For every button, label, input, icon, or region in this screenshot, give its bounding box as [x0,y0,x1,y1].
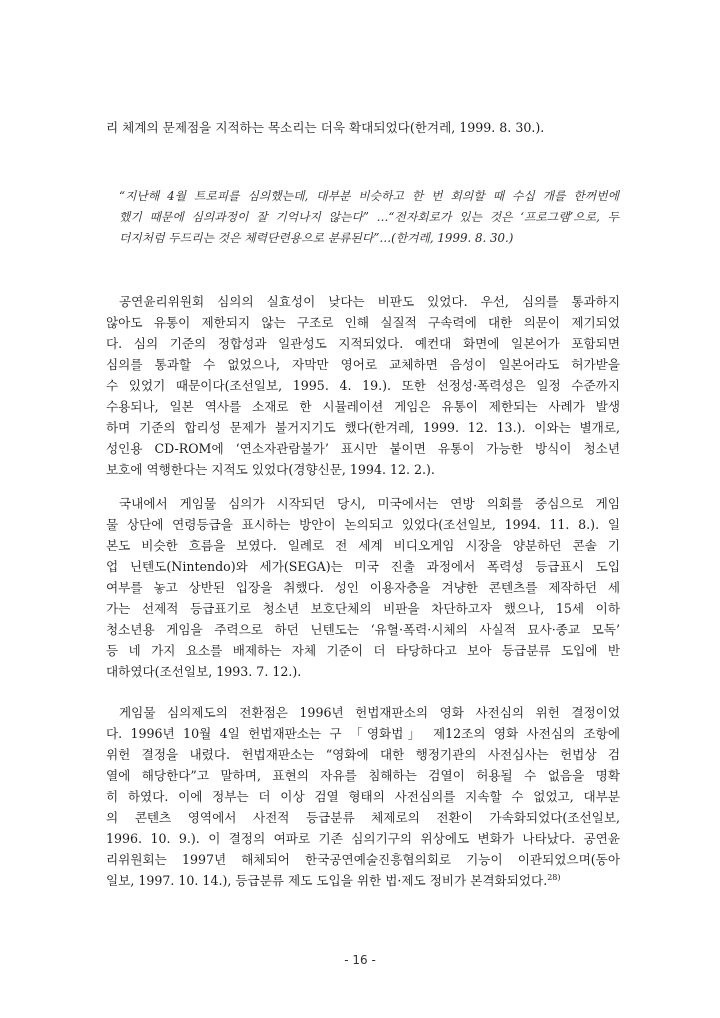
page-number: - 16 - [344,953,376,967]
paragraph-line: 청소년용 게임을 주력으로 하던 닌텐도는 ‘유혈·폭력·시체의 사실적 묘사·종교 모독’ [106,622,620,637]
quote-line: 했기 때문에 심의과정이 잘 기억나지 않는다” …“전자회로가 있는 것은 ‘프로그램’으로, 두 [119,210,619,224]
paragraph-line: 등 네 가지 요소를 배제하는 자체 기준이 더 타당하다고 보아 등급분류 도입에 반 [106,643,620,658]
paragraph-line: 의 콘텐츠 영역에서 사전적 등급분류 체제로의 전환이 가속화되었다(조선일보, [106,810,620,825]
paragraph-line: 본도 비슷한 흐름을 보였다. 일례로 전 세계 비디오게임 시장을 양분하던 콘솔 기 [106,538,620,553]
paragraph-line: 공연윤리위원회 심의의 실효성이 낮다는 비판도 있었다. 우선, 심의를 통과하지 [119,294,620,309]
paragraph-line: 여부를 놓고 상반된 입장을 취했다. 성인 이용자층을 겨냥한 콘텐츠를 제작하던 세 [106,580,620,595]
paragraph-line-text: 일보, 1997. 10. 14.), 등급분류 제도 도입을 위한 법·제도 정비가 본격화되었다. [106,873,548,888]
paragraph-line: 다. 심의 기준의 정합성과 일관성도 지적되었다. 예컨대 화면에 일본어가 포함되면 [106,336,620,351]
paragraph-line: 1996. 10. 9.). 이 결정의 여파로 기존 심의기구의 위상에도 변화가 나타났다. 공연윤 [106,831,620,846]
paragraph-line: 대하였다(조선일보, 1993. 7. 12.). [106,664,302,679]
paragraph-line: 가는 선제적 등급표기로 청소년 보호단체의 비판을 차단하고자 했으나, 15세 이하 [106,601,620,616]
paragraph-line: 심의를 통과할 수 없었으나, 자막만 영어로 교체하면 음성이 일본어라도 허가받을 [106,357,620,372]
paragraph-line: 보호에 역행한다는 지적도 있었다(경향신문, 1994. 12. 2.). [106,462,435,477]
paragraph-line: 리위원회는 1997년 해체되어 한국공연예술진흥협의회로 기능이 이관되었으며(동아 [106,852,620,867]
paragraph-line: 성인용 CD-ROM에 ‘연소자관람불가’ 표시만 붙이면 유통이 가능한 방식이 청소년 [106,441,620,456]
paragraph-line: 위헌 결정을 내렸다. 헌법재판소는 “영화에 대한 행정기관의 사전심사는 헌법상 검 [106,747,620,762]
paragraph-line: 수 있었기 때문이다(조선일보, 1995. 4. 19.). 또한 선정성·폭력성은 일정 수준까지 [106,378,620,393]
paragraph-line: 하며 기준의 합리성 문제가 불거지기도 했다(한겨레, 1999. 12. 13.). 이와는 별개로, [106,420,620,435]
paragraph-line: 히 하였다. 이에 정부는 더 이상 검열 형태의 사전심의를 지속할 수 없었고, 대부분 [106,789,620,804]
quote-line: 더지처럼 두드리는 것은 체력단련용으로 분류된다”…(한겨레, 1999. 8. 30.) [119,231,514,245]
paragraph-line: 열에 해당한다”고 말하며, 표현의 자유를 침해하는 검열이 허용될 수 없음을 명확 [106,768,620,783]
paragraph-line: 다. 1996년 10월 4일 헌법재판소는 구 「영화법」 제12조의 영화 사전심의 조항에 [106,726,620,741]
quote-line: “지난해 4월 트로피를 심의했는데, 대부분 비슷하고 한 번 회의할 때 수십 개를 한꺼번에 [119,189,619,203]
intro-line: 리 체계의 문제점을 지적하는 목소리는 더욱 확대되었다(한겨레, 1999. 8. 30.). [106,120,545,135]
paragraph-line: 게임물 심의제도의 전환점은 1996년 헌법재판소의 영화 사전심의 위헌 결정이었 [119,705,620,720]
paragraph-line: 수용되나, 일본 역사를 소재로 한 시뮬레이션 게임은 유통이 제한되는 사례가 발생 [106,399,620,414]
paragraph-line: 국내에서 게임물 심의가 시작되던 당시, 미국에서는 연방 의회를 중심으로 게임 [119,496,620,511]
paragraph-last-line [106,873,620,889]
footnote-marker[interactable]: 28) [547,872,561,882]
paragraph-line: 물 상단에 연령등급을 표시하는 방안이 논의되고 있었다(조선일보, 1994. 11. 8.). 일 [106,517,620,532]
paragraph-line: 업 닌텐도(Nintendo)와 세가(SEGA)는 미국 진출 과정에서 폭력성 등급표시 도입 [106,559,620,574]
paragraph-line: 않아도 유통이 제한되지 않는 구조로 인해 실질적 구속력에 대한 의문이 제기되었 [106,315,620,330]
